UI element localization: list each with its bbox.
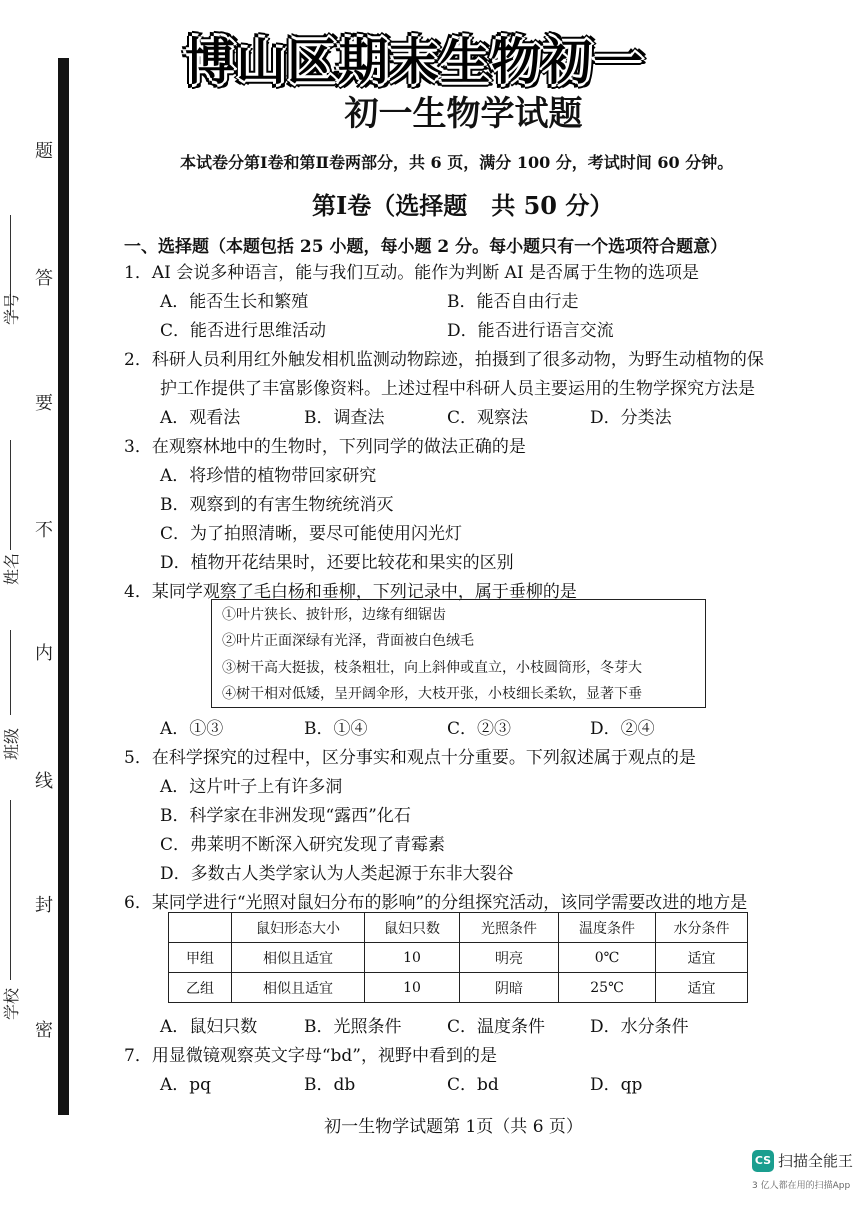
table-cell: 0℃ bbox=[559, 943, 656, 973]
table-cell: 适宜 bbox=[656, 973, 748, 1003]
q2-option-b: B．调查法 bbox=[304, 408, 385, 428]
table-cell: 甲组 bbox=[169, 943, 232, 973]
fill-line bbox=[10, 440, 11, 550]
q4-option-c: C．②③ bbox=[447, 719, 512, 739]
school-label: 学校 bbox=[2, 988, 21, 1021]
question-7-stem: 7．用显微镜观察英文字母“bd”，视野中看到的是 bbox=[124, 1046, 497, 1066]
q1-option-c: C．能否进行思维活动 bbox=[160, 321, 327, 341]
table-cell: 相似且适宜 bbox=[232, 943, 365, 973]
q2-option-d: D．分类法 bbox=[590, 408, 672, 428]
table-cell: 乙组 bbox=[169, 973, 232, 1003]
q6-option-a: A．鼠妇只数 bbox=[160, 1017, 258, 1037]
q5-option-b: B．科学家在非洲发现“露西”化石 bbox=[160, 806, 411, 826]
table-cell: 明亮 bbox=[460, 943, 559, 973]
question-2-stem: 2．科研人员利用红外触发相机监测动物踪迹，拍摄到了很多动物，为野生动植物的保 bbox=[124, 350, 764, 370]
question-2-stem-cont: 护工作提供了丰富影像资料。上述过程中科研人员主要运用的生物学探究方法是 bbox=[160, 379, 755, 399]
question-3-stem: 3．在观察林地中的生物时，下列同学的做法正确的是 bbox=[124, 437, 526, 457]
record-3: ③树干高大挺拔，枝条粗壮，向上斜伸或直立，小枝圆筒形，冬芽大 bbox=[222, 660, 642, 676]
q7-option-c: C．bd bbox=[447, 1075, 499, 1095]
table-header-cell bbox=[169, 913, 232, 943]
table-cell: 10 bbox=[365, 973, 460, 1003]
q3-option-a: A．将珍惜的植物带回家研究 bbox=[160, 466, 377, 486]
binding-char: 答 bbox=[35, 268, 53, 289]
table-cell: 25℃ bbox=[559, 973, 656, 1003]
table-header-cell: 光照条件 bbox=[460, 913, 559, 943]
page-title: 初一生物学试题 bbox=[344, 94, 583, 134]
binding-char: 要 bbox=[35, 393, 53, 414]
q6-option-d: D．水分条件 bbox=[590, 1017, 689, 1037]
q7-option-d: D．qp bbox=[590, 1075, 643, 1095]
question-6-stem: 6．某同学进行“光照对鼠妇分布的影响”的分组探究活动，该同学需要改进的地方是 bbox=[124, 893, 748, 913]
page-footer: 初一生物学试题第 1页（共 6 页） bbox=[324, 1117, 583, 1137]
part-title: 第Ⅰ卷（选择题 共 50 分） bbox=[312, 191, 614, 220]
fill-line bbox=[10, 800, 11, 980]
q6-option-b: B．光照条件 bbox=[304, 1017, 402, 1037]
q6-table bbox=[168, 912, 748, 1003]
binding-char: 封 bbox=[35, 895, 53, 916]
q1-option-d: D．能否进行语言交流 bbox=[447, 321, 614, 341]
record-4: ④树干相对低矮，呈开阔伞形，大枝开张，小枝细长柔软，显著下垂 bbox=[222, 686, 642, 702]
exam-info: 本试卷分第Ⅰ卷和第Ⅱ卷两部分，共 6 页，满分 100 分，考试时间 60 分钟。 bbox=[180, 153, 734, 172]
watermark-name: 扫描全能王 bbox=[778, 1152, 854, 1170]
binding-char: 题 bbox=[35, 141, 53, 162]
question-1-stem: 1．AI 会说多种语言，能与我们互动。能作为判断 AI 是否属于生物的选项是 bbox=[124, 263, 700, 283]
q5-option-d: D．多数古人类学家认为人类起源于东非大裂谷 bbox=[160, 864, 514, 884]
q2-option-a: A．观看法 bbox=[160, 408, 241, 428]
q6-option-c: C．温度条件 bbox=[447, 1017, 546, 1037]
binding-char: 不 bbox=[35, 520, 53, 541]
q3-option-d: D．植物开花结果时，还要比较花和果实的区别 bbox=[160, 553, 514, 573]
table-cell: 相似且适宜 bbox=[232, 973, 365, 1003]
q2-option-c: C．观察法 bbox=[447, 408, 529, 428]
class-label: 班级 bbox=[2, 728, 21, 761]
table-row bbox=[169, 943, 748, 973]
q7-option-b: B．db bbox=[304, 1075, 356, 1095]
table-header-cell: 温度条件 bbox=[559, 913, 656, 943]
q3-option-b: B．观察到的有害生物统统消灭 bbox=[160, 495, 394, 515]
banner-title: 博山区期末生物初一 bbox=[185, 33, 644, 91]
binding-char: 线 bbox=[35, 771, 53, 792]
camscanner-logo-icon: CS bbox=[752, 1150, 774, 1172]
question-5-stem: 5．在科学探究的过程中，区分事实和观点十分重要。下列叙述属于观点的是 bbox=[124, 748, 696, 768]
table-cell: 适宜 bbox=[656, 943, 748, 973]
table-header-row bbox=[169, 913, 748, 943]
q4-record-box bbox=[211, 599, 706, 708]
student-id-label: 学号 bbox=[2, 293, 21, 326]
q4-option-d: D．②④ bbox=[590, 719, 655, 739]
table-header-cell: 鼠妇形态大小 bbox=[232, 913, 365, 943]
binding-char: 内 bbox=[35, 643, 53, 664]
section-heading: 一、选择题（本题包括 25 小题，每小题 2 分。每小题只有一个选项符合题意） bbox=[124, 237, 728, 257]
q5-option-c: C．弗莱明不断深入研究发现了青霉素 bbox=[160, 835, 446, 855]
table-cell: 10 bbox=[365, 943, 460, 973]
q1-option-b: B．能否自由行走 bbox=[447, 292, 579, 312]
q3-option-c: C．为了拍照清晰，要尽可能使用闪光灯 bbox=[160, 524, 463, 544]
watermark-tagline: 3 亿人都在用的扫描App bbox=[752, 1181, 851, 1191]
q7-option-a: A．pq bbox=[160, 1075, 212, 1095]
record-1: ①叶片狭长、披针形，边缘有细锯齿 bbox=[222, 607, 446, 623]
question-4-stem: 4．某同学观察了毛白杨和垂柳，下列记录中，属于垂柳的是 bbox=[124, 582, 577, 602]
table-header-cell: 鼠妇只数 bbox=[365, 913, 460, 943]
q4-option-b: B．①④ bbox=[304, 719, 368, 739]
table-row bbox=[169, 973, 748, 1003]
name-label: 姓名 bbox=[2, 553, 21, 586]
q5-option-a: A．这片叶子上有许多洞 bbox=[160, 777, 343, 797]
table-cell: 阴暗 bbox=[460, 973, 559, 1003]
binding-line bbox=[58, 58, 69, 1115]
table-header-cell: 水分条件 bbox=[656, 913, 748, 943]
fill-line bbox=[10, 630, 11, 715]
binding-char: 密 bbox=[35, 1020, 53, 1041]
q4-option-a: A．①③ bbox=[160, 719, 224, 739]
q1-option-a: A．能否生长和繁殖 bbox=[160, 292, 309, 312]
record-2: ②叶片正面深绿有光泽，背面被白色绒毛 bbox=[222, 633, 474, 649]
